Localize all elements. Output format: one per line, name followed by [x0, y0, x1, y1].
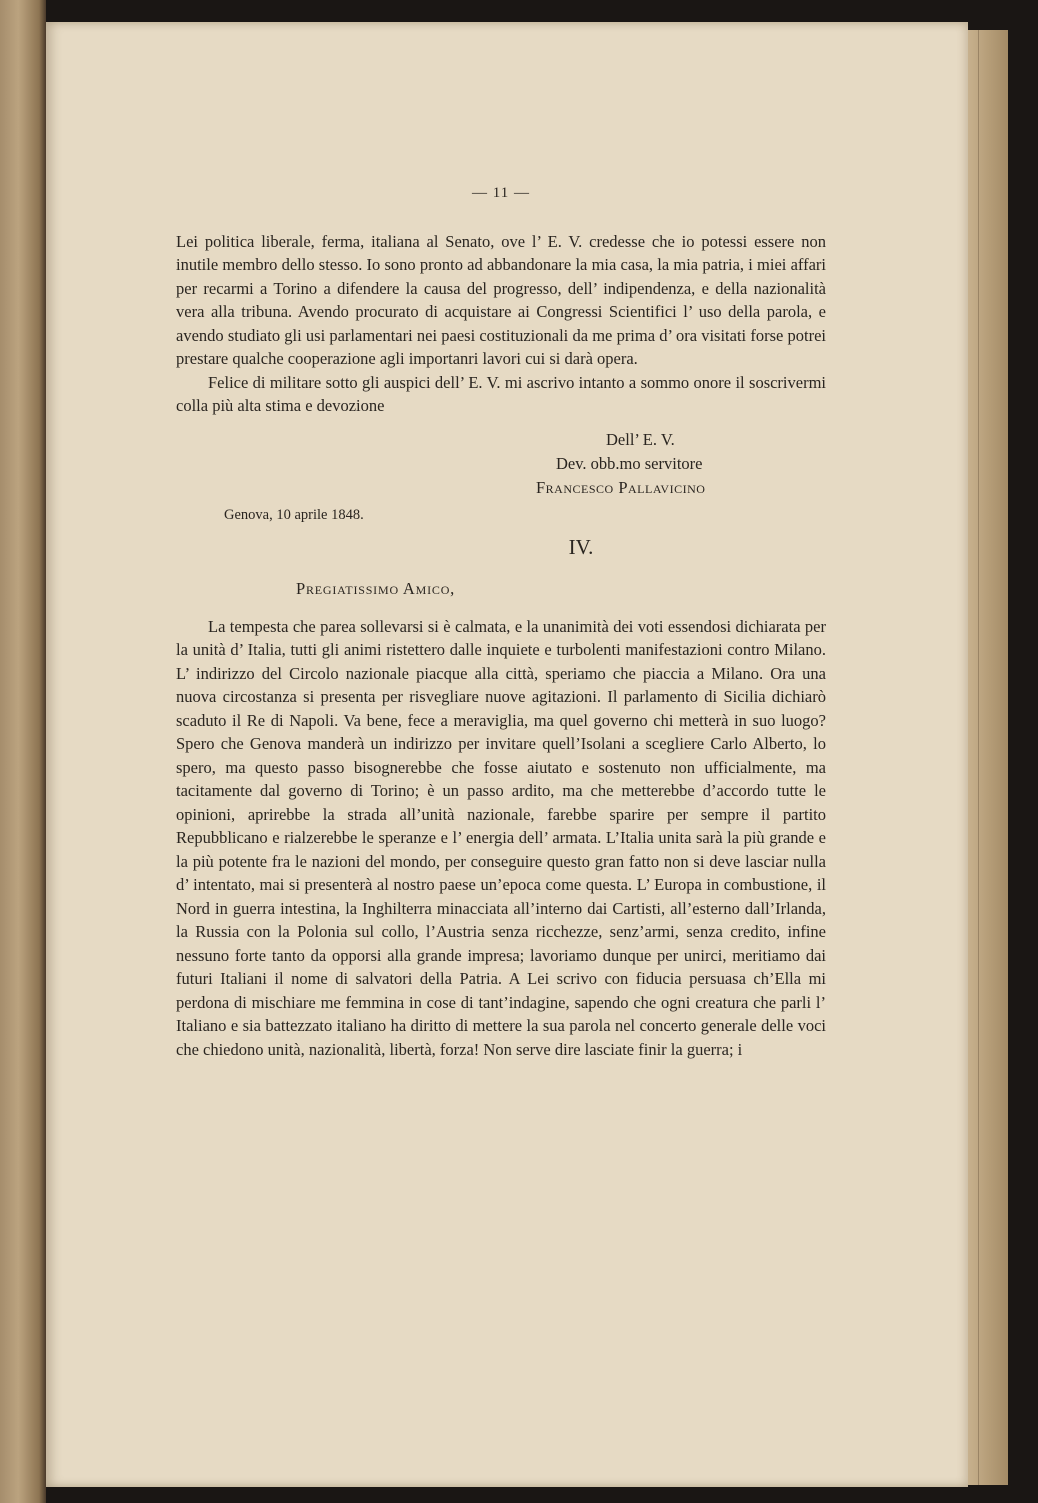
signature: Francesco Pallavicino — [536, 477, 706, 497]
letter-date: Genova, 10 aprile 1848. — [224, 506, 364, 523]
book-page — [46, 22, 968, 1487]
paragraph-2: Felice di militare sotto gli auspici dell’ E. V. mi ascrivo intanto a sommo onore il soscrivermi colla più alta stima e devozione — [176, 372, 826, 415]
page-number: — 11 — — [472, 185, 530, 201]
page-text — [176, 182, 826, 1061]
letter-body: La tempesta che parea sollevarsi si è calmata, e la unanimità dei voti essendosi dichiarata per la unità d’ Italia, tutti gli animi ristettero dalle inquiete e turbolenti manifestazioni contro Milano. L’ indirizzo del Circolo nazionale piacque alla città, speriamo che piaccia a Milano. Ora una nuova circostanza si presenta per risvegliare nuove agitazioni. Il parlamento di Sicilia dichiarò scaduto il Re di Napoli. Va bene, fece a meraviglia, ma quel governo chi metterà in suo luogo? Spero che Genova manderà un indirizzo per invitare quell’Isolani a scegliere Carlo Alberto, lo spero, ma questo passo bisognerebbe che fosse aiutato e sostenuto non ufficialmente, ma tacitamente dal governo di Torino; è un passo ardito, ma che metterebbe d’accordo tutte le opinioni, aprirebbe la strada all’unità nazionale, farebbe sparire per sempre il partito Repubblicano e rialzerebbe le speranze e l’ energia dell’ armata. L’Italia unita sarà la più grande e la più potente fra le nazioni del mondo, per conseguire questo gran fatto non si deve lasciar nulla d’ intentato, mai si presenterà al nostro paese un’epoca come questa. L’ Europa in combustione, il Nord in guerra intestina, la Inghilterra minacciata all’interno dai Cartisti, all’esterno dall’Irlanda, la Russia con la Polonia sul collo, l’Austria senza ricchezze, senz’armi, senza credito, infine nessuno forte tanto da opporsi alla grande impresa; lavoriamo dunque per unirci, meritiamo dai futuri Italiani il nome di salvatori della Patria. A Lei scrivo con fiducia persuasa ch’Ella mi perdona di mischiare me femmina in cose di tant’indagine, sapendo che ogni creatura che parli l’ Italiano e sia battezzato italiano ha diritto di mettere la sua parola nel concerto generale delle voci che chiedono unità, nazionalità, libertà, forza! Non serve dire lasciate finir la guerra; i — [176, 616, 826, 1059]
letter-closing — [176, 428, 826, 528]
salutation: Pregiatissimo Amico, — [296, 579, 456, 598]
closing-line-2: Dev. obb.mo servitore — [556, 453, 703, 473]
closing-line-1: Dell’ E. V. — [606, 429, 675, 449]
left-page-edge — [0, 0, 46, 1503]
paragraph-1: Lei politica liberale, ferma, italiana al Senato, ove l’ E. V. credesse che io potessi essere non inutile membro dello stesso. Io sono pronto ad abbandonare la mia casa, la mia patria, i miei affari per recarmi a Torino a difendere la causa del progresso, dell’ indipendenza, e della nazionalità vera alla tribuna. Avendo procurato di acquistare ai Congressi Scientifici l’ uso della parola, e avendo studiato gli usi parlamentari nei paesi costituzionali da me prima d’ ora visitati forse potrei prestare qualche cooperazione agli importanri lavori cui si darà opera. — [176, 231, 826, 368]
section-numeral: IV. — [568, 534, 594, 559]
